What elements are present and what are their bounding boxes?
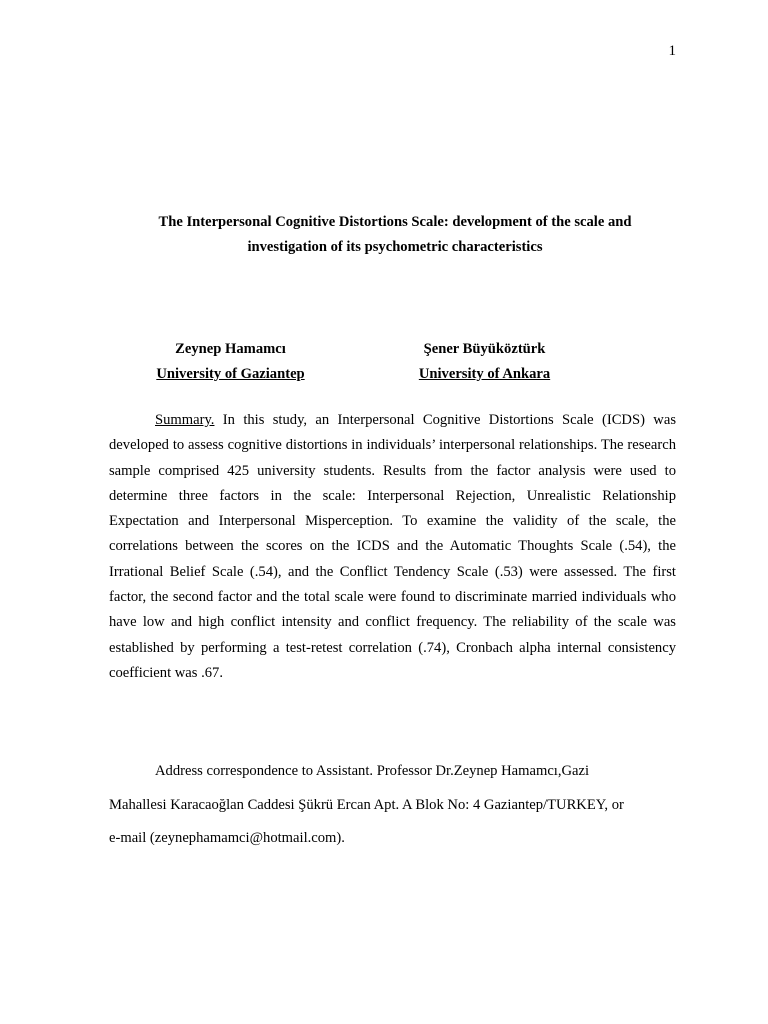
paper-title-line-1: The Interpersonal Cognitive Distortions Scale: development of the scale and	[158, 214, 632, 230]
author-name-1: Zeynep Hamamcı	[175, 341, 286, 357]
page-number: 1	[668, 43, 676, 59]
author-name-2: Şener Büyüköztürk	[423, 341, 546, 357]
address-line-2: Mahallesi Karacaoğlan Caddesi Şükrü Ercan Apt. A Blok No: 4 Gaziantep/TURKEY, or	[109, 796, 624, 813]
author-block-1	[128, 337, 333, 387]
correspondence-address	[109, 755, 689, 856]
summary-paragraph	[109, 408, 676, 686]
summary-text: In this study, an Interpersonal Cognitive Distortions Scale (ICDS) was developed to assess cognitive distortions in individuals’ interpersonal relationships. The research sample comprised 425 university students. Results from the factor analysis were used to determine three factors in the scale: Interpersonal Rejection, Unrealistic Relationship Expectation and Interpersonal Misperception. To examine the validity of the scale, the correlations between the scores on the ICDS and the Automatic Thoughts Scale (.54), the Irrational Belief Scale (.54), and the Conflict Tendency Scale (.53) were assessed. The first factor, the second factor and the total scale were found to discriminate married individuals who have low and high conflict intensity and conflict frequency. The reliability of the scale was established by performing a test-retest correlation (.74), Cronbach alpha internal consistency coefficient was .67.	[109, 412, 676, 681]
summary-label: Summary.	[155, 412, 215, 428]
paper-title-line-2: investigation of its psychometric characteristics	[247, 239, 543, 255]
address-line-3: e-mail (zeynephamamci@hotmail.com).	[109, 830, 345, 846]
author-affiliation-1: University of Gaziantep	[156, 366, 305, 382]
author-affiliation-2: University of Ankara	[418, 366, 551, 382]
author-block-2	[382, 337, 587, 387]
paper-title	[100, 210, 690, 260]
address-line-1: Address correspondence to Assistant. Professor Dr.Zeynep Hamamcı,Gazi	[155, 763, 590, 779]
